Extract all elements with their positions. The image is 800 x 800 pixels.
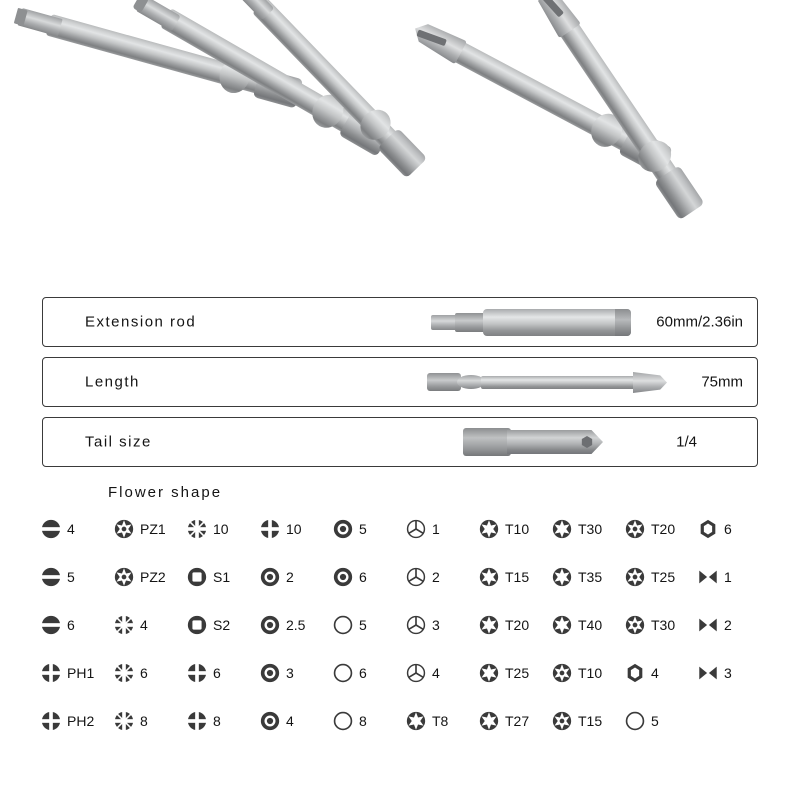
hex-icon: [624, 662, 646, 684]
bit-cell-label: 2: [432, 569, 440, 585]
torx-tamper-icon: [551, 710, 573, 732]
bit-cell-T25: [478, 649, 551, 697]
bit-cell-label: 3: [286, 665, 294, 681]
bit-cell-label: T15: [578, 713, 603, 729]
bowtie-icon: [697, 566, 719, 588]
bit-cell-label: 10: [213, 521, 229, 537]
pozidriv-icon: [113, 614, 135, 636]
bit-type-grid: [40, 505, 770, 745]
circle-icon: [332, 710, 354, 732]
hex-icon: [697, 518, 719, 540]
bit-cell-PH2: [40, 697, 113, 745]
bit-cell-8: [332, 697, 405, 745]
bit-cell-label: S2: [213, 617, 231, 633]
hex-shank-photo: [463, 425, 623, 459]
spec-label: Extension rod: [85, 313, 197, 331]
bit-cell-6: [40, 601, 113, 649]
bit-cell-4: [113, 601, 186, 649]
bit-cell-PZ2: [113, 553, 186, 601]
torx-icon: [478, 614, 500, 636]
bit-cell-T30: [551, 505, 624, 553]
circle-icon: [624, 710, 646, 732]
bit-cell-label: T25: [651, 569, 676, 585]
spec-value: 75mm: [701, 373, 743, 391]
bit-cell-6: [186, 649, 259, 697]
bit-cell-label: 5: [359, 521, 367, 537]
bit-cell-T30: [624, 601, 697, 649]
bit-cell-10: [186, 505, 259, 553]
bit-cell-T35: [551, 553, 624, 601]
bit-cell-label: T35: [578, 569, 603, 585]
bit-cell-label: T40: [578, 617, 603, 633]
product-photo: [0, 0, 800, 285]
torx-tamper-icon: [624, 566, 646, 588]
circle-icon: [332, 614, 354, 636]
bit-cell-label: T25: [505, 665, 530, 681]
bit-cell-label: 8: [140, 713, 148, 729]
bit-cell-label: 6: [359, 569, 367, 585]
bit-cell-8: [186, 697, 259, 745]
square-icon: [186, 614, 208, 636]
bit-cell-label: 4: [140, 617, 148, 633]
bit-cell-label: T20: [651, 521, 676, 537]
bit-cell-label: T30: [651, 617, 676, 633]
bit-cell-label: T8: [432, 713, 449, 729]
flower-shape-label: Flower shape: [108, 484, 223, 501]
bit-cell-label: 6: [140, 665, 148, 681]
bit-cell-T25: [624, 553, 697, 601]
bit-cell-label: 4: [286, 713, 294, 729]
bit-cell-label: 6: [67, 617, 75, 633]
bit-cell-T8: [405, 697, 478, 745]
bit-cell-1: [405, 505, 478, 553]
bit-cell-PH1: [40, 649, 113, 697]
spec-value: 60mm/2.36in: [656, 313, 743, 331]
bit-cell-T40: [551, 601, 624, 649]
torx-tamper-icon: [551, 662, 573, 684]
bit-cell-label: 2: [724, 617, 732, 633]
torx-icon: [551, 518, 573, 540]
bowtie-icon: [697, 662, 719, 684]
torx-icon: [478, 710, 500, 732]
bit-cell-PZ1: [113, 505, 186, 553]
phillips-icon: [40, 710, 62, 732]
bit-cell-label: 6: [359, 665, 367, 681]
bit-cell-label: PZ2: [140, 569, 166, 585]
tri-wing-icon: [405, 566, 427, 588]
bit-cell-6: [697, 505, 770, 553]
pozidriv-icon: [113, 710, 135, 732]
bit-cell-5: [332, 505, 405, 553]
tri-wing-icon: [405, 662, 427, 684]
bit-cell-label: 3: [724, 665, 732, 681]
slotted-icon: [40, 566, 62, 588]
pozidriv-icon: [186, 518, 208, 540]
bit-cell-label: T15: [505, 569, 530, 585]
bit-cell-3: [697, 649, 770, 697]
bit-cell-label: 2.5: [286, 617, 306, 633]
bit-cell-4: [40, 505, 113, 553]
bit-cell-label: 8: [213, 713, 221, 729]
torx-tamper-icon: [624, 518, 646, 540]
bit-cell-label: 3: [432, 617, 440, 633]
bit-cell-label: T20: [505, 617, 530, 633]
hex-socket-icon: [259, 662, 281, 684]
bit-cell-6: [332, 553, 405, 601]
bit-cell-label: 6: [213, 665, 221, 681]
bit-cell-T15: [478, 553, 551, 601]
pozidriv-icon: [113, 662, 135, 684]
phillips-icon: [259, 518, 281, 540]
phillips-icon: [186, 710, 208, 732]
bit-cell-6: [113, 649, 186, 697]
spec-label: Length: [85, 373, 140, 391]
bit-cell-label: 5: [651, 713, 659, 729]
slotted-icon: [40, 614, 62, 636]
bit-length-photo: [427, 369, 667, 395]
bit-cell-10: [259, 505, 332, 553]
hex-socket-icon: [332, 518, 354, 540]
phillips-icon: [186, 662, 208, 684]
bowtie-icon: [697, 614, 719, 636]
bit-cell-T20: [624, 505, 697, 553]
bit-cell-label: T30: [578, 521, 603, 537]
bit-cell-label: PH2: [67, 713, 95, 729]
torx-tamper-icon: [113, 518, 135, 540]
bit-cell-2: [259, 553, 332, 601]
bit-cell-3: [259, 649, 332, 697]
bit-cell-label: 6: [724, 521, 732, 537]
bit-cell-label: 5: [359, 617, 367, 633]
bit-cell-5: [40, 553, 113, 601]
torx-tamper-icon: [624, 614, 646, 636]
hex-socket-icon: [259, 614, 281, 636]
bit-cell-S2: [186, 601, 259, 649]
bit-cell-4: [624, 649, 697, 697]
spec-row-tail-size: [42, 417, 758, 467]
bit-cell-label: PZ1: [140, 521, 166, 537]
bit-cell-4: [259, 697, 332, 745]
torx-tamper-icon: [113, 566, 135, 588]
bit-cell-2: [697, 601, 770, 649]
bit-cell-label: T27: [505, 713, 530, 729]
bit-cell-8: [113, 697, 186, 745]
bit-cell-label: 4: [67, 521, 75, 537]
hex-socket-icon: [332, 566, 354, 588]
phillips-icon: [40, 662, 62, 684]
spec-row-extension-rod: [42, 297, 758, 347]
bit-cell-label: 1: [724, 569, 732, 585]
bit-cell-T20: [478, 601, 551, 649]
bit-cell-empty: [697, 697, 770, 745]
bit-cell-4: [405, 649, 478, 697]
square-icon: [186, 566, 208, 588]
bit-cell-2.5: [259, 601, 332, 649]
bit-cell-label: 2: [286, 569, 294, 585]
bit-cell-T10: [478, 505, 551, 553]
tri-wing-icon: [405, 614, 427, 636]
bit-cell-T27: [478, 697, 551, 745]
bit-cell-label: T10: [578, 665, 603, 681]
torx-icon: [405, 710, 427, 732]
bit-cell-T15: [551, 697, 624, 745]
spec-value: 1/4: [676, 433, 697, 451]
bit-cell-label: PH1: [67, 665, 95, 681]
bit-cell-3: [405, 601, 478, 649]
torx-icon: [478, 518, 500, 540]
torx-icon: [478, 566, 500, 588]
hex-socket-icon: [259, 566, 281, 588]
bit-cell-2: [405, 553, 478, 601]
bit-cell-label: 10: [286, 521, 302, 537]
torx-icon: [478, 662, 500, 684]
tri-wing-icon: [405, 518, 427, 540]
bit-cell-5: [624, 697, 697, 745]
circle-icon: [332, 662, 354, 684]
bit-cell-1: [697, 553, 770, 601]
hex-socket-icon: [259, 710, 281, 732]
bit-cell-label: T10: [505, 521, 530, 537]
bit-cell-6: [332, 649, 405, 697]
bit-cell-T10: [551, 649, 624, 697]
bit-cell-label: 4: [651, 665, 659, 681]
spec-row-length: [42, 357, 758, 407]
bit-cell-label: 8: [359, 713, 367, 729]
extension-rod-photo: [431, 307, 631, 337]
spec-label: Tail size: [85, 433, 152, 451]
bit-cell-label: 5: [67, 569, 75, 585]
slotted-icon: [40, 518, 62, 540]
bit-cell-label: S1: [213, 569, 231, 585]
bit-cell-label: 1: [432, 521, 440, 537]
bit-cell-5: [332, 601, 405, 649]
torx-icon: [551, 566, 573, 588]
torx-icon: [551, 614, 573, 636]
bit-cell-label: 4: [432, 665, 440, 681]
spec-table: [42, 297, 758, 477]
bit-cell-S1: [186, 553, 259, 601]
